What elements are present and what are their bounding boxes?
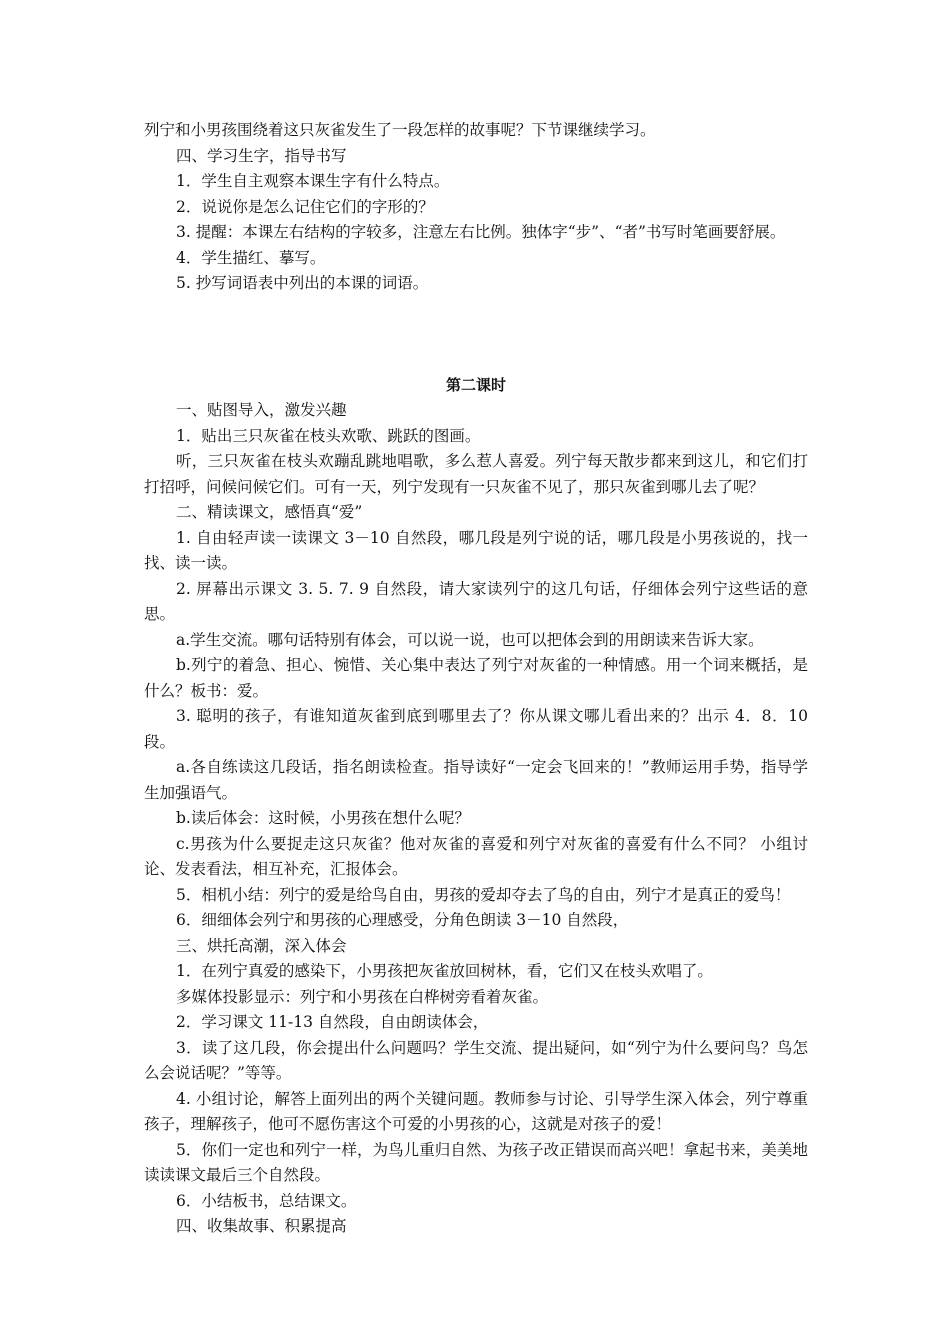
section-heading: 四、收集故事、积累提高 (176, 1217, 347, 1235)
paragraph: 1．在列宁真爱的感染下，小男孩把灰雀放回树林，看，它们又在枝头欢唱了。 (176, 962, 713, 980)
paragraph: 2．说说你是怎么记住它们的字形的？ (176, 197, 434, 216)
paragraph: 5. 抄写词语表中列出的本课的词语。 (176, 274, 429, 292)
paragraph: 2. 屏幕出示课文 3. 5. 7. 9 自然段，请大家读列宁的这几句话，仔细体会列宁这些话的意思。 (144, 579, 808, 623)
section-heading: 四、学习生字，指导书写 (176, 146, 347, 165)
paragraph: b.读后体会：这时候，小男孩在想什么呢？ (176, 809, 470, 827)
paragraph: 列宁和小男孩围绕着这只灰雀发生了一段怎样的故事呢？下节课继续学习。 (144, 121, 656, 139)
section-heading: 一、贴图导入，激发兴趣 (176, 401, 347, 419)
paragraph: 2．学习课文 11-13 自然段，自由朗读体会， (176, 1013, 489, 1031)
paragraph: b.列宁的着急、担心、惋惜、关心集中表达了列宁对灰雀的一种情感。用一个词来概括，是什么？板书：爱。 (144, 656, 808, 700)
paragraph: 1．学生自主观察本课生字有什么特点。 (176, 172, 450, 190)
section-heading: 二、精读课文，感悟真“爱” (176, 503, 363, 521)
paragraph: 1. 自由轻声读一读课文 3－10 自然段，哪几段是列宁说的话，哪几段是小男孩说的，找一找、读一读。 (144, 528, 808, 572)
spacer (144, 297, 808, 373)
paragraph: c.男孩为什么要捉走这只灰雀？他对灰雀的喜爱和列宁对灰雀的喜爱有什么不同？ 小组讨论、发表看法，相互补充，汇报体会。 (144, 834, 808, 878)
lesson-title: 第二课时 (445, 375, 506, 394)
paragraph: 1．贴出三只灰雀在枝头欢歌、跳跃的图画。 (176, 426, 481, 445)
paragraph: 3．读了这几段，你会提出什么问题吗？学生交流、提出疑问，如“列宁为什么要问鸟？鸟怎么会说话呢？”等等。 (144, 1038, 808, 1082)
paragraph: 5．你们一定也和列宁一样，为鸟儿重归自然、为孩子改正错误而高兴吧！拿起书来，美美地读读课文最后三个自然段。 (144, 1140, 808, 1184)
paragraph: 5．相机小结：列宁的爱是给鸟自由，男孩的爱却夺去了鸟的自由，列宁才是真正的爱鸟！ (176, 885, 791, 904)
paragraph: a.各自练读这几段话，指名朗读检查。指导读好“一定会飞回来的！”教师运用手势，指导学生加强语气。 (144, 758, 808, 802)
paragraph: 6．细细体会列宁和男孩的心理感受，分角色朗读 3－10 自然段， (176, 911, 629, 929)
section-heading: 三、烘托高潮，深入体会 (176, 936, 347, 955)
paragraph: a.学生交流。哪句话特别有体会，可以说一说，也可以把体会到的用朗读来告诉大家。 (176, 630, 764, 649)
document-page (144, 118, 808, 1240)
paragraph: 4. 小组讨论，解答上面列出的两个关键问题。教师参与讨论、引导学生深入体会，列宁尊重孩子，理解孩子，他可不愿伤害这个可爱的小男孩的心，这就是对孩子的爱！ (144, 1089, 808, 1133)
paragraph: 3. 提醒：本课左右结构的字较多，注意左右比例。独体字“步”、“者”书写时笔画要舒展。 (176, 223, 786, 241)
paragraph: 多媒体投影显示：列宁和小男孩在白桦树旁看着灰雀。 (176, 987, 549, 1006)
paragraph: 3. 聪明的孩子，有谁知道灰雀到底到哪里去了？你从课文哪儿看出来的？出示 4．8．10 段。 (144, 707, 808, 751)
paragraph: 4．学生描红、摹写。 (176, 248, 326, 267)
paragraph: 6．小结板书，总结课文。 (176, 1191, 357, 1210)
paragraph: 听，三只灰雀在枝头欢蹦乱跳地唱歌，多么惹人喜爱。列宁每天散步都来到这儿，和它们打打招呼，问候问候它们。可有一天，列宁发现有一只灰雀不见了，那只灰雀到哪儿去了呢？ (144, 452, 808, 496)
